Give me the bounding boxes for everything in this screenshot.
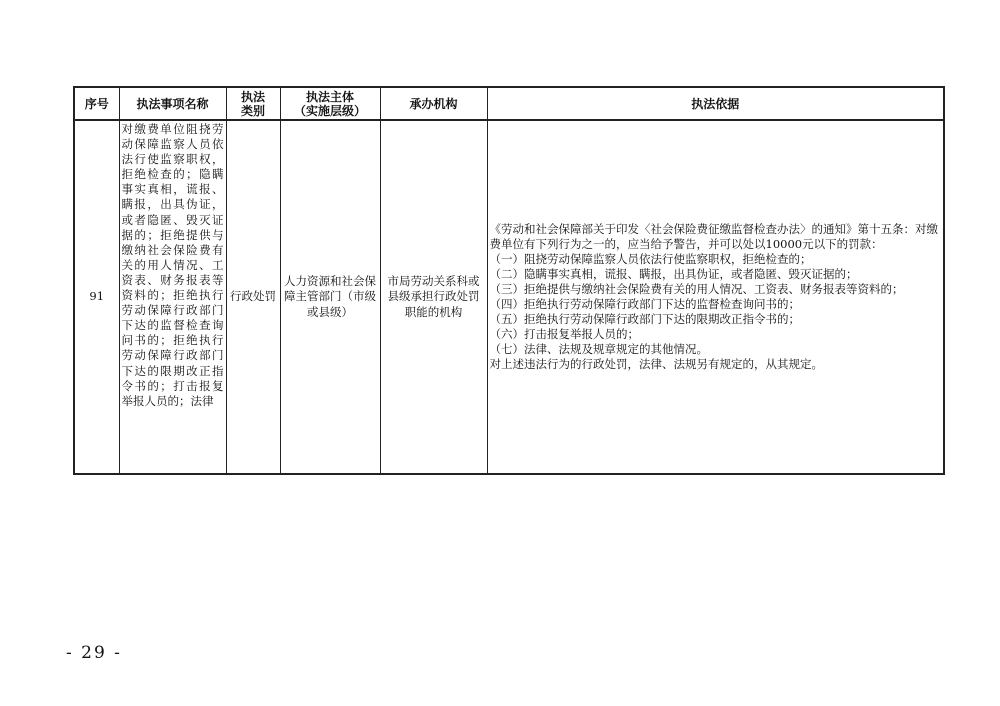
basis-line: （三）拒绝提供与缴纳社会保险费有关的用人情况、工资表、财务报表等资料的；: [489, 281, 904, 296]
header-basis: 执法依据: [487, 87, 944, 120]
page-number: - 29 -: [66, 643, 122, 663]
basis-line: （六）打击报复举报人员的；: [489, 327, 639, 342]
cell-type: 行政处罚: [226, 120, 280, 474]
basis-line: 《劳动和社会保障部关于印发〈社会保险费征缴监督检查办法〉的通知》第十五条：对缴费单位有下列行为之一的，应当给予警告，并可以处以10000元以下的罚款：: [489, 221, 938, 251]
header-org: 承办机构: [380, 87, 487, 120]
header-subject-line2: （实施层级）: [293, 103, 366, 118]
basis-line: （四）拒绝执行劳动保障行政部门下达的监督检查询问书的；: [489, 297, 800, 311]
cell-subject: 人力资源和社会保障主管部门（市级或县级）: [280, 120, 380, 474]
table-header-row: [74, 87, 944, 120]
basis-line: （七）法律、法规及规章规定的其他情况。: [489, 342, 708, 357]
header-type: [226, 87, 280, 120]
basis-line: （二）隐瞒事实真相，谎报、瞒报，出具伪证，或者隐匿、毁灭证据的；: [489, 266, 858, 281]
header-type-line2: 类别: [240, 103, 265, 118]
basis-line: （一）阻挠劳动保障监察人员依法行使监察职权，拒绝检查的；: [489, 251, 812, 266]
enforcement-table: [73, 86, 945, 475]
cell-org: 市局劳动关系科或县级承担行政处罚职能的机构: [380, 120, 487, 474]
header-name: 执法事项名称: [119, 87, 226, 120]
header-seq: 序号: [74, 87, 119, 120]
table-row: [74, 120, 944, 474]
header-type-line1: 执法: [240, 89, 265, 104]
basis-line: （五）拒绝执行劳动保障行政部门下达的限期改正指令书的；: [489, 312, 800, 327]
cell-basis: [487, 120, 944, 474]
cell-name: [119, 120, 226, 474]
header-subject-line1: 执法主体: [305, 89, 354, 104]
basis-line: 对上述违法行为的行政处罚，法律、法规另有规定的，从其规定。: [489, 357, 823, 372]
cell-name-text: 对缴费单位阻挠劳动保障监察人员依法行使监察职权，拒绝检查的；隐瞒事实真相，谎报、瞒报，出具伪证，或者隐匿、毁灭证据的；拒绝提供与缴纳社会保险费有关的用人情况、工资表、财务报表等资料的；拒绝执行劳动保障行政部门下达的监督检查询问书的；拒绝执行劳动保障行政部门下达的限期改正指令书的；打击报复举报人员的；法律: [121, 122, 224, 408]
cell-seq: 91: [74, 120, 119, 474]
header-subject: [280, 87, 380, 120]
